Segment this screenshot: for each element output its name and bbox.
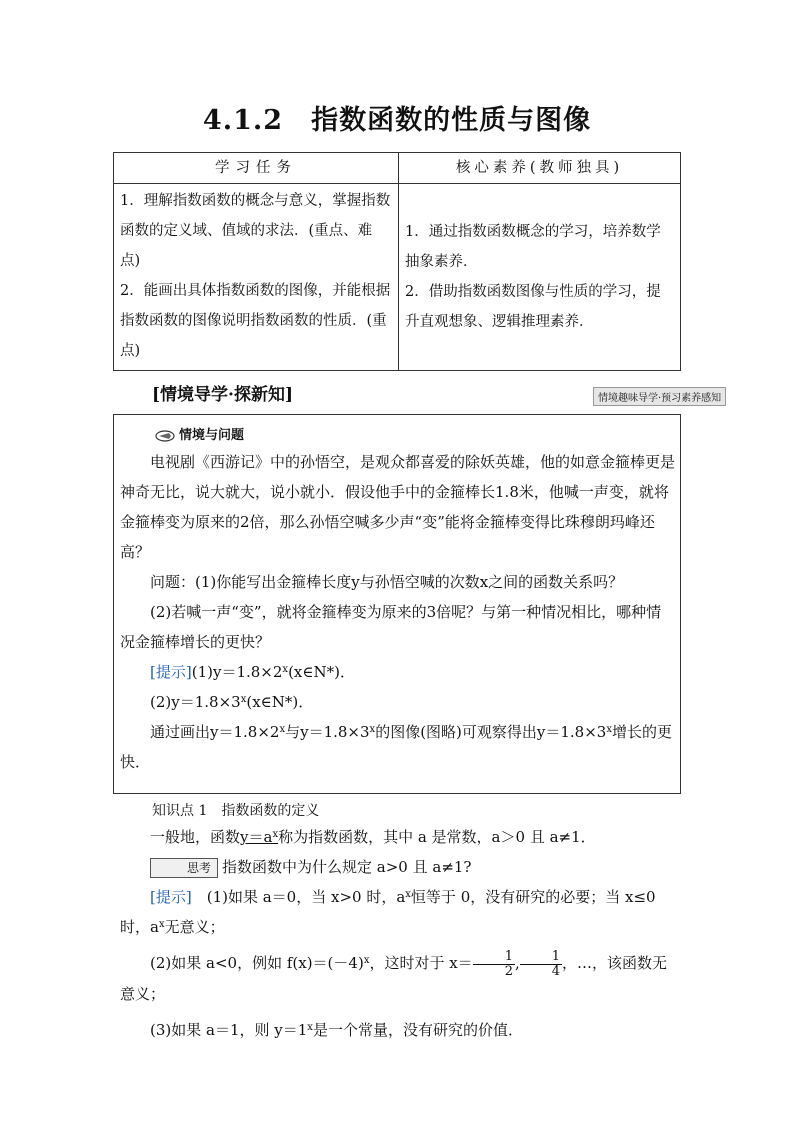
reason-3: (3)如果 a＝1，则 $y=1^x$是一个常量，没有研究的价值． bbox=[150, 1020, 523, 1039]
answer-2: $(2)y=1.8\times 3^x(x\in N*)$． bbox=[150, 693, 314, 711]
section-title: [情境导学·探新知] bbox=[152, 385, 294, 405]
scenario-heading: 情境与问题 bbox=[155, 424, 244, 443]
knowledge-content bbox=[120, 822, 676, 1045]
scenario-conclusion: 通过画出$y=1.8\times 2^x$与$y=1.8\times 3^x$的图像(图略)可观察得出$y=1.8\times 3^x$增长的更快． bbox=[120, 723, 672, 771]
hint-label: [提示] bbox=[150, 888, 192, 906]
definition-formula: $y=a^x$ bbox=[240, 828, 279, 846]
pencil-icon bbox=[155, 430, 175, 442]
scenario-story: 电视剧《西游记》中的孙悟空，是观众都喜爱的除妖英雄，他的如意金箍棒更是神奇无比，说大就大，说小就小．假设他手中的金箍棒长1.8米，他喊一声变，就将金箍棒变为原来的2倍，那么孙悟空喊多少声“变”能将金箍棒变得比珠穆朗玛峰还高？ bbox=[120, 453, 676, 561]
col-header-tasks: 学习任务 bbox=[114, 153, 399, 184]
answer-1: [提示]$(1)y=1.8\times 2^x(x\in N*)$． bbox=[150, 663, 355, 681]
literacy-item: 2．借助指数函数图像与性质的学习，提升直观想象、逻辑推理素养． bbox=[405, 284, 661, 330]
scenario-content bbox=[120, 447, 676, 777]
think-question: 思考 指数函数中为什么规定 a>0 且 a≠1? bbox=[120, 852, 676, 882]
fraction-quarter: $\frac{1}{4}$ bbox=[520, 950, 562, 979]
col-header-literacy: 核心素养(教师独具) bbox=[399, 153, 681, 184]
question-1: 问题：(1)你能写出金箍棒长度y与孙悟空喊的次数x之间的函数关系吗？ bbox=[150, 573, 624, 591]
literacy-item: 1．通过指数函数概念的学习，培养数学抽象素养． bbox=[405, 224, 661, 270]
fraction-half: $\frac{1}{2}$ bbox=[473, 950, 515, 979]
reason-2: (2)如果 a<0，例如 $f(x)=(-4)^x$，这时对于 x＝ $\frac{1}{2}$ , $\frac{1}{4}$ ，…，该函数无意义； bbox=[120, 948, 668, 1003]
page-title: 4.1.2 指数函数的性质与图像 bbox=[202, 105, 592, 136]
reason-1-cont: 时，$a^x$无意义； bbox=[120, 918, 225, 936]
task-item: 1．理解指数函数的概念与意义，掌握指数函数的定义域、值域的求法．(重点、难点) bbox=[120, 193, 391, 269]
question-2: (2)若喊一声“变”，就将金箍棒变为原来的3倍呢？与第一种情况相比，哪种情况金箍棒增长的更快？ bbox=[120, 603, 662, 651]
definition: 一般地，函数$y=a^x$称为指数函数，其中 a 是常数，a＞0 且 a≠1． bbox=[150, 828, 596, 846]
task-item: 2．能画出具体指数函数的图像，并能根据指数函数的图像说明指数函数的性质．(重点) bbox=[120, 283, 391, 359]
section-tag: 情境趣味导学·预习素养感知 bbox=[593, 387, 726, 406]
learning-goals-table bbox=[113, 152, 681, 371]
knowledge-point-label: 知识点 1 指数函数的定义 bbox=[152, 803, 320, 819]
hint-label: [提示] bbox=[150, 663, 192, 681]
think-label: 思考 bbox=[150, 858, 218, 878]
reason-1: [提示] (1)如果 a＝0，当 x>0 时，$a^x$恒等于 0，没有研究的必要；当 x≤0 bbox=[150, 888, 656, 906]
